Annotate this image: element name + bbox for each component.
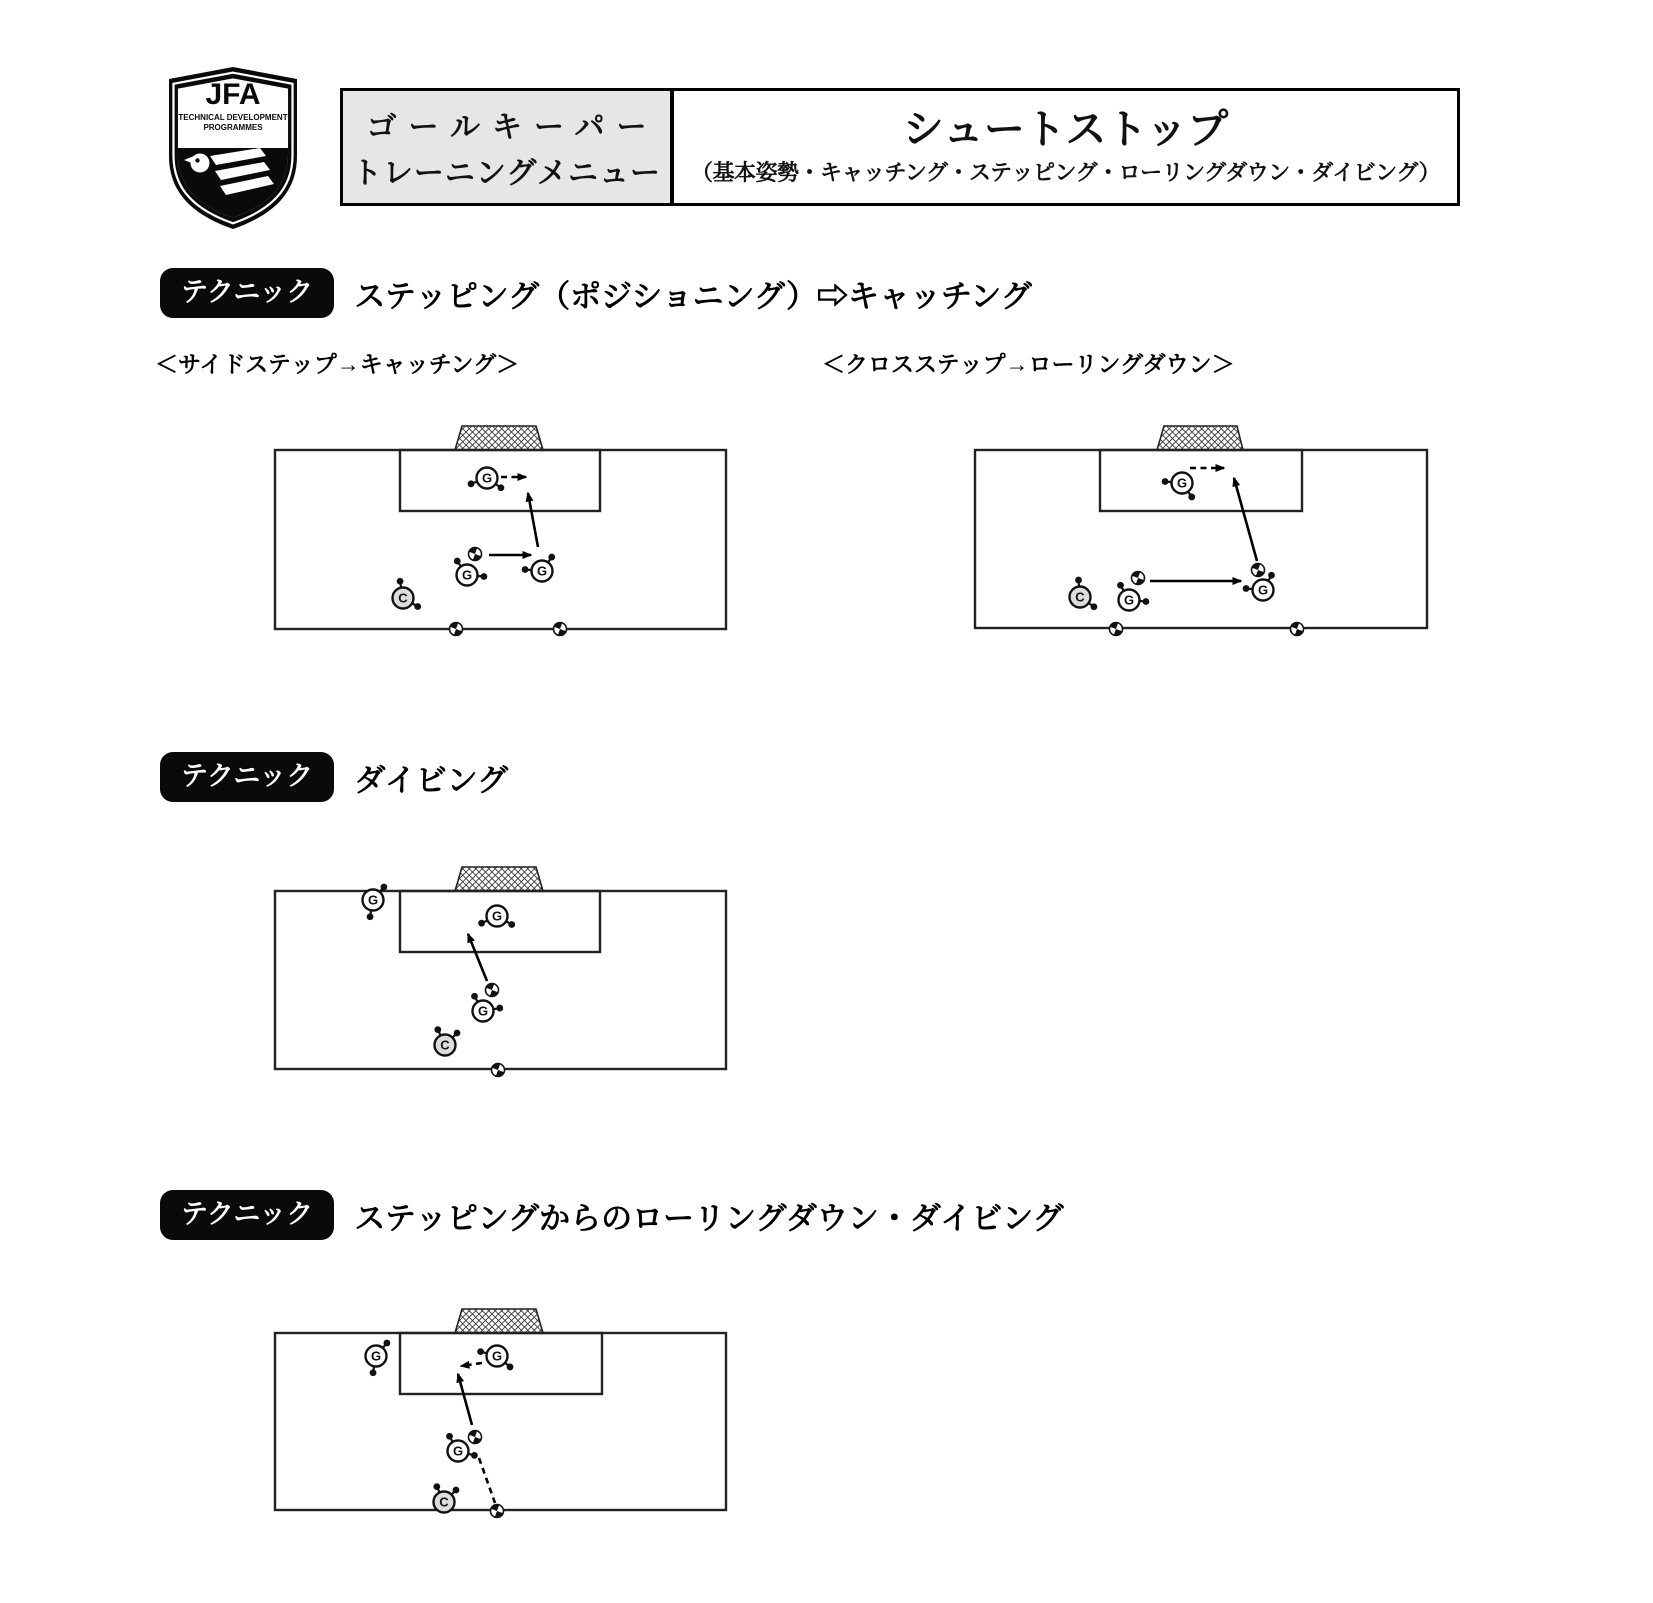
- player-goalkeeper: [1117, 582, 1149, 611]
- jfa-logo: [160, 64, 306, 232]
- sublabel-cross-step: ＜クロスステップ→ローリングダウン＞: [822, 351, 1235, 377]
- svg-text:C: C: [439, 1494, 449, 1510]
- ball-icon: [450, 623, 463, 636]
- svg-text:C: C: [440, 1037, 450, 1053]
- diagram-stepping-rolling-down-diving: [258, 1275, 728, 1527]
- sublabel-side-step: ＜サイドステップ→キャッチング＞: [155, 351, 520, 377]
- menu-box-line2: トレーニングメニュー: [351, 157, 662, 190]
- movement-arrow: [458, 1374, 472, 1425]
- svg-text:G: G: [1257, 582, 1269, 598]
- section-technique-stepping: [160, 268, 1032, 318]
- svg-text:C: C: [1075, 589, 1085, 605]
- goal-net: [455, 867, 543, 891]
- diagram-diving: [258, 833, 728, 1085]
- svg-text:G: G: [370, 1348, 382, 1364]
- diagram-side-step-catching: [258, 393, 728, 643]
- svg-text:G: G: [452, 1443, 464, 1459]
- ball-icon: [491, 1505, 504, 1518]
- movement-arrow-dashed: [461, 1363, 482, 1366]
- player-coach: [393, 578, 422, 610]
- movement-arrow: [1234, 478, 1257, 561]
- menu-box-line1: ゴールキーパー: [366, 111, 659, 144]
- section-technique-stepping-rolling: [160, 1190, 1064, 1240]
- crest-jfa-text: JFA: [205, 78, 261, 111]
- svg-text:G: G: [481, 470, 493, 486]
- player-goalkeeper: [363, 884, 388, 921]
- player-goalkeeper: [478, 906, 515, 928]
- svg-text:C: C: [398, 590, 408, 606]
- player-coach: [1070, 577, 1098, 610]
- player-coach: [433, 1483, 459, 1512]
- player-goalkeeper: [471, 993, 503, 1022]
- goal-net: [455, 426, 543, 450]
- ball-icon: [469, 1431, 482, 1444]
- ball-icon: [1132, 572, 1145, 585]
- ball-icon: [1291, 623, 1304, 636]
- goal-net: [455, 1309, 543, 1333]
- goal-net: [1157, 426, 1243, 450]
- diagram-cross-step-rolling-down: [958, 393, 1443, 643]
- ball-icon: [486, 984, 499, 997]
- page-title: シュートストップ: [902, 106, 1229, 153]
- ball-icon: [1110, 623, 1123, 636]
- goal-area-box: [400, 450, 600, 511]
- player-goalkeeper: [454, 558, 487, 586]
- technique-badge-3: テクニック: [160, 1190, 334, 1240]
- svg-text:G: G: [536, 563, 548, 579]
- ball-icon: [469, 548, 482, 561]
- player-coach: [434, 1026, 460, 1055]
- player-goalkeeper: [366, 1340, 391, 1377]
- movement-arrow: [528, 493, 538, 547]
- crest-sub1-text: TECHNICAL DEVELOPMENT: [178, 113, 288, 122]
- field-boundary: [975, 450, 1427, 628]
- movement-arrow-dashed: [479, 1458, 495, 1503]
- player-goalkeeper: [468, 468, 505, 492]
- svg-text:G: G: [491, 1348, 503, 1364]
- svg-text:G: G: [477, 1003, 489, 1019]
- player-goalkeeper: [477, 1346, 513, 1371]
- svg-text:G: G: [1176, 475, 1188, 491]
- movement-arrow: [468, 934, 487, 981]
- crest-sub2-text: PROGRAMMES: [203, 123, 263, 132]
- player-goalkeeper: [522, 554, 555, 582]
- svg-text:G: G: [1123, 592, 1135, 608]
- ball-icon: [492, 1064, 505, 1077]
- page-subtitle: （基本姿勢・キャッチング・ステッピング・ローリングダウン・ダイビング）: [691, 159, 1440, 185]
- field-boundary: [275, 450, 726, 629]
- title-box: [671, 88, 1460, 206]
- svg-text:G: G: [491, 908, 503, 924]
- player-goalkeeper: [1162, 473, 1195, 501]
- section-heading-1: ステッピング（ポジショニング）⇨キャッチング: [354, 278, 1032, 314]
- ball-icon: [554, 623, 567, 636]
- technique-badge-2: テクニック: [160, 752, 334, 802]
- technique-badge-1: テクニック: [160, 268, 334, 318]
- training-menu-box: [340, 88, 673, 206]
- goal-area-box: [1100, 450, 1302, 511]
- svg-text:G: G: [461, 567, 473, 583]
- section-technique-diving: [160, 752, 508, 802]
- section-heading-2: ダイビング: [354, 762, 509, 798]
- svg-text:G: G: [367, 892, 379, 908]
- section-heading-3: ステッピングからのローリングダウン・ダイビング: [354, 1200, 1064, 1236]
- ball-icon: [1252, 564, 1265, 577]
